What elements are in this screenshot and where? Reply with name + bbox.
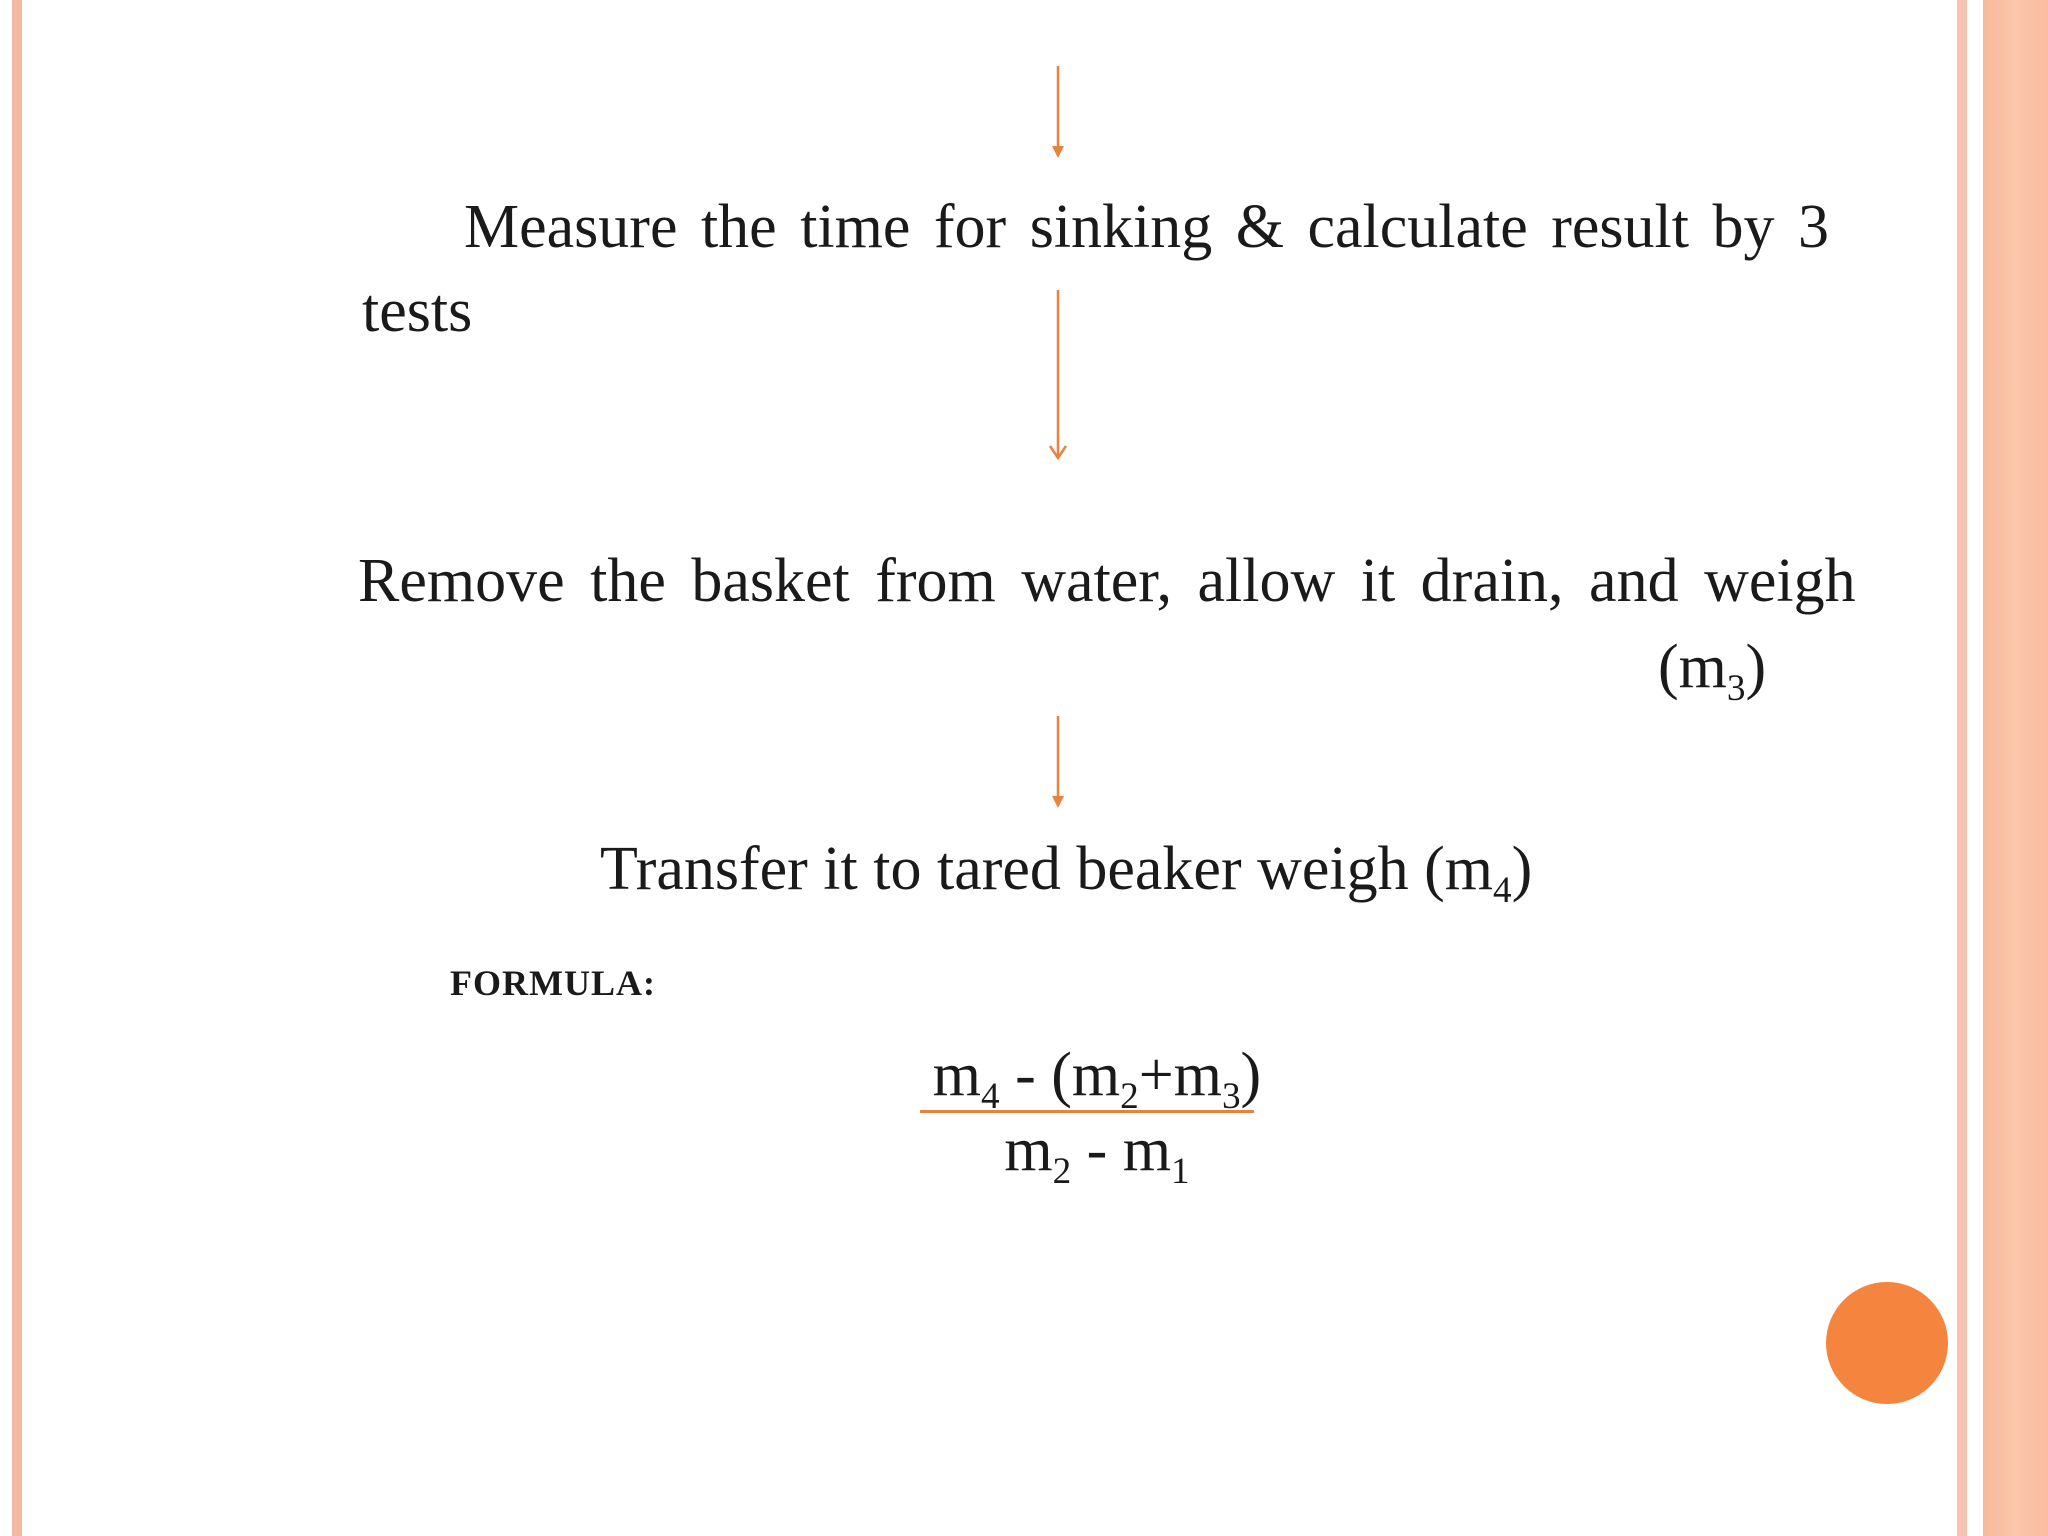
step-measure-time (362, 193, 1922, 345)
m3-open: (m (1658, 633, 1727, 701)
m4-subscript: 4 (1492, 870, 1512, 912)
fraction-bar (920, 1110, 1254, 1113)
right-border-band (1983, 0, 2048, 1536)
formula-numerator (912, 1041, 1282, 1118)
down-arrow-icon (1048, 66, 1068, 160)
num-plus: +m (1138, 1041, 1222, 1109)
num-sub-a: 4 (981, 1076, 1000, 1118)
num-m: m (932, 1041, 982, 1109)
step-transfer-beaker (600, 835, 1533, 912)
den-sub-b: 1 (1171, 1151, 1190, 1193)
den-m: m (1004, 1116, 1053, 1184)
step-remove-basket: Remove the basket from water, allow it drain, and weigh (358, 547, 1856, 615)
num-sub-c: 3 (1221, 1076, 1241, 1118)
num-close: ) (1240, 1041, 1262, 1109)
right-border-gap (1967, 0, 1983, 1536)
den-mid: - m (1071, 1116, 1172, 1184)
step2-variable-m3 (1658, 633, 1767, 710)
left-border (12, 0, 22, 1536)
step3-text: Transfer it to tared beaker weigh (m (600, 835, 1493, 903)
num-sub-b: 2 (1120, 1076, 1139, 1118)
formula-label: FORMULA: (450, 963, 656, 1003)
accent-dot (1826, 1282, 1948, 1404)
m3-close: ) (1745, 633, 1767, 701)
den-sub-a: 2 (1052, 1151, 1072, 1193)
formula-denominator (912, 1116, 1282, 1193)
step1-line1: Measure the time for sinking & calculate result by 3 (464, 193, 1830, 261)
m3-subscript: 3 (1726, 668, 1746, 710)
m4-close: ) (1511, 835, 1533, 903)
down-arrow-icon (1048, 716, 1068, 810)
down-arrow-icon (1048, 290, 1068, 462)
step1-line2: tests (362, 277, 473, 345)
formula-fraction (912, 1041, 1282, 1193)
right-border-thin (1957, 0, 1967, 1536)
num-mid: - (m (999, 1041, 1121, 1109)
